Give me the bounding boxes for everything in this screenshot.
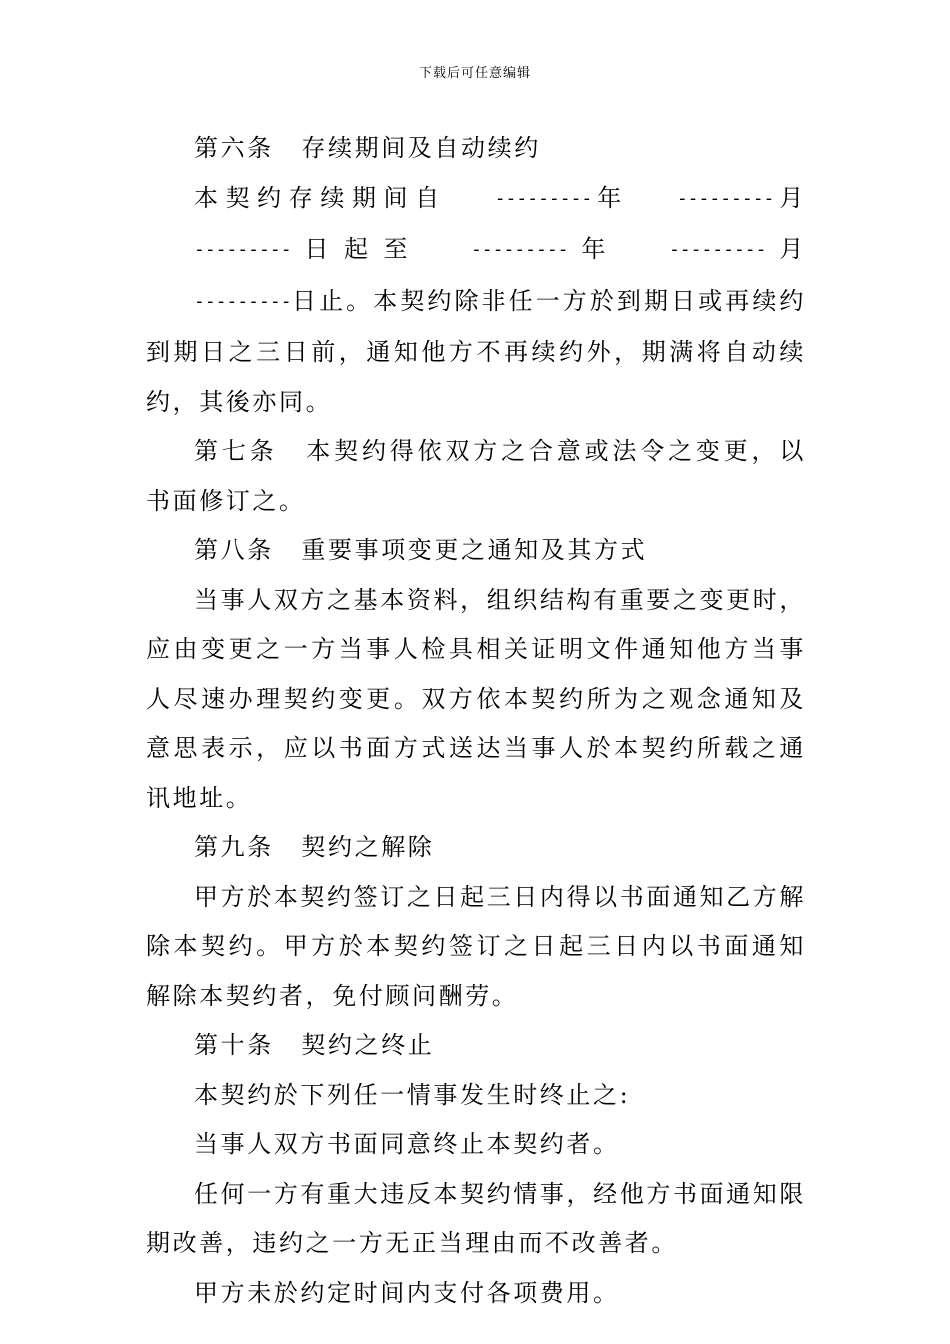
article-6-paragraph	[146, 174, 806, 428]
article-7-paragraph	[146, 427, 806, 526]
article-8-paragraph: 当事人双方之基本资料，组织结构有重要之变更时，应由变更之一方当事人检具相关证明文件通知他方当事人尽速办理契约变更。双方依本契约所为之观念通知及意思表示，应以书面方式送达当事人於本契约所载之通讯地址。	[146, 585, 806, 812]
article-7-number: 第七条	[194, 437, 278, 465]
article-10-number: 第十条	[194, 1031, 274, 1059]
blank-line: ---------	[494, 187, 593, 209]
article-6-number: 第六条	[194, 134, 274, 162]
article-9-number: 第九条	[194, 833, 274, 861]
blank-line: ---------	[194, 239, 292, 260]
article-6-text-2: 年	[592, 183, 629, 212]
article-10-title: 契约之终止	[301, 1031, 435, 1059]
article-7-text: 本契约得依双方之合意或法令之变更，以书面修订之。	[146, 437, 806, 515]
article-10-paragraph-1: 本契约於下列任一情事发生时终止之:	[194, 1080, 631, 1109]
blank-line: ---------	[676, 187, 775, 209]
article-6-text-4: 日起至	[291, 235, 423, 263]
article-9-paragraph: 甲方於本契约签订之日起三日内得以书面通知乙方解除本契约。甲方於本契约签订之日起三日内以书面通知解除本契约者，免付顾问酬劳。	[146, 882, 806, 1010]
article-6-text-1: 本契约存续期间自	[194, 183, 447, 212]
page-header-note: 下载后可任意编辑	[418, 66, 531, 81]
blank-line: ---------	[470, 239, 569, 260]
article-8-number: 第八条	[194, 536, 274, 564]
article-6-text-3: 月	[774, 183, 806, 212]
article-10-paragraph-4: 甲方未於约定时间内支付各项费用。	[194, 1278, 620, 1307]
document-body	[146, 124, 806, 1318]
article-8-heading	[146, 526, 806, 576]
article-6-text-5: 年	[568, 235, 621, 263]
blank-line: ---------	[668, 239, 767, 260]
article-10-heading	[146, 1021, 806, 1071]
article-10-paragraph-3: 任何一方有重大违反本契约情事，经他方书面通知限期改善，违约之一方无正当理由而不改善者。	[146, 1179, 806, 1257]
article-10-paragraph-2: 当事人双方书面同意终止本契约者。	[194, 1130, 620, 1158]
article-6-text-7: 日止。本契约除非任一方於到期日或再续约到期日之三日前，通知他方不再续约外，期满将自动续约，其後亦同。	[146, 286, 806, 416]
article-6-heading	[146, 124, 806, 174]
article-9-heading	[146, 823, 806, 873]
article-6-text-6: 月	[766, 235, 806, 263]
article-8-title: 重要事项变更之通知及其方式	[301, 536, 648, 564]
blank-line: ---------	[194, 290, 292, 312]
article-6-title: 存续期间及自动续约	[301, 134, 541, 162]
article-9-title: 契约之解除	[301, 833, 435, 861]
